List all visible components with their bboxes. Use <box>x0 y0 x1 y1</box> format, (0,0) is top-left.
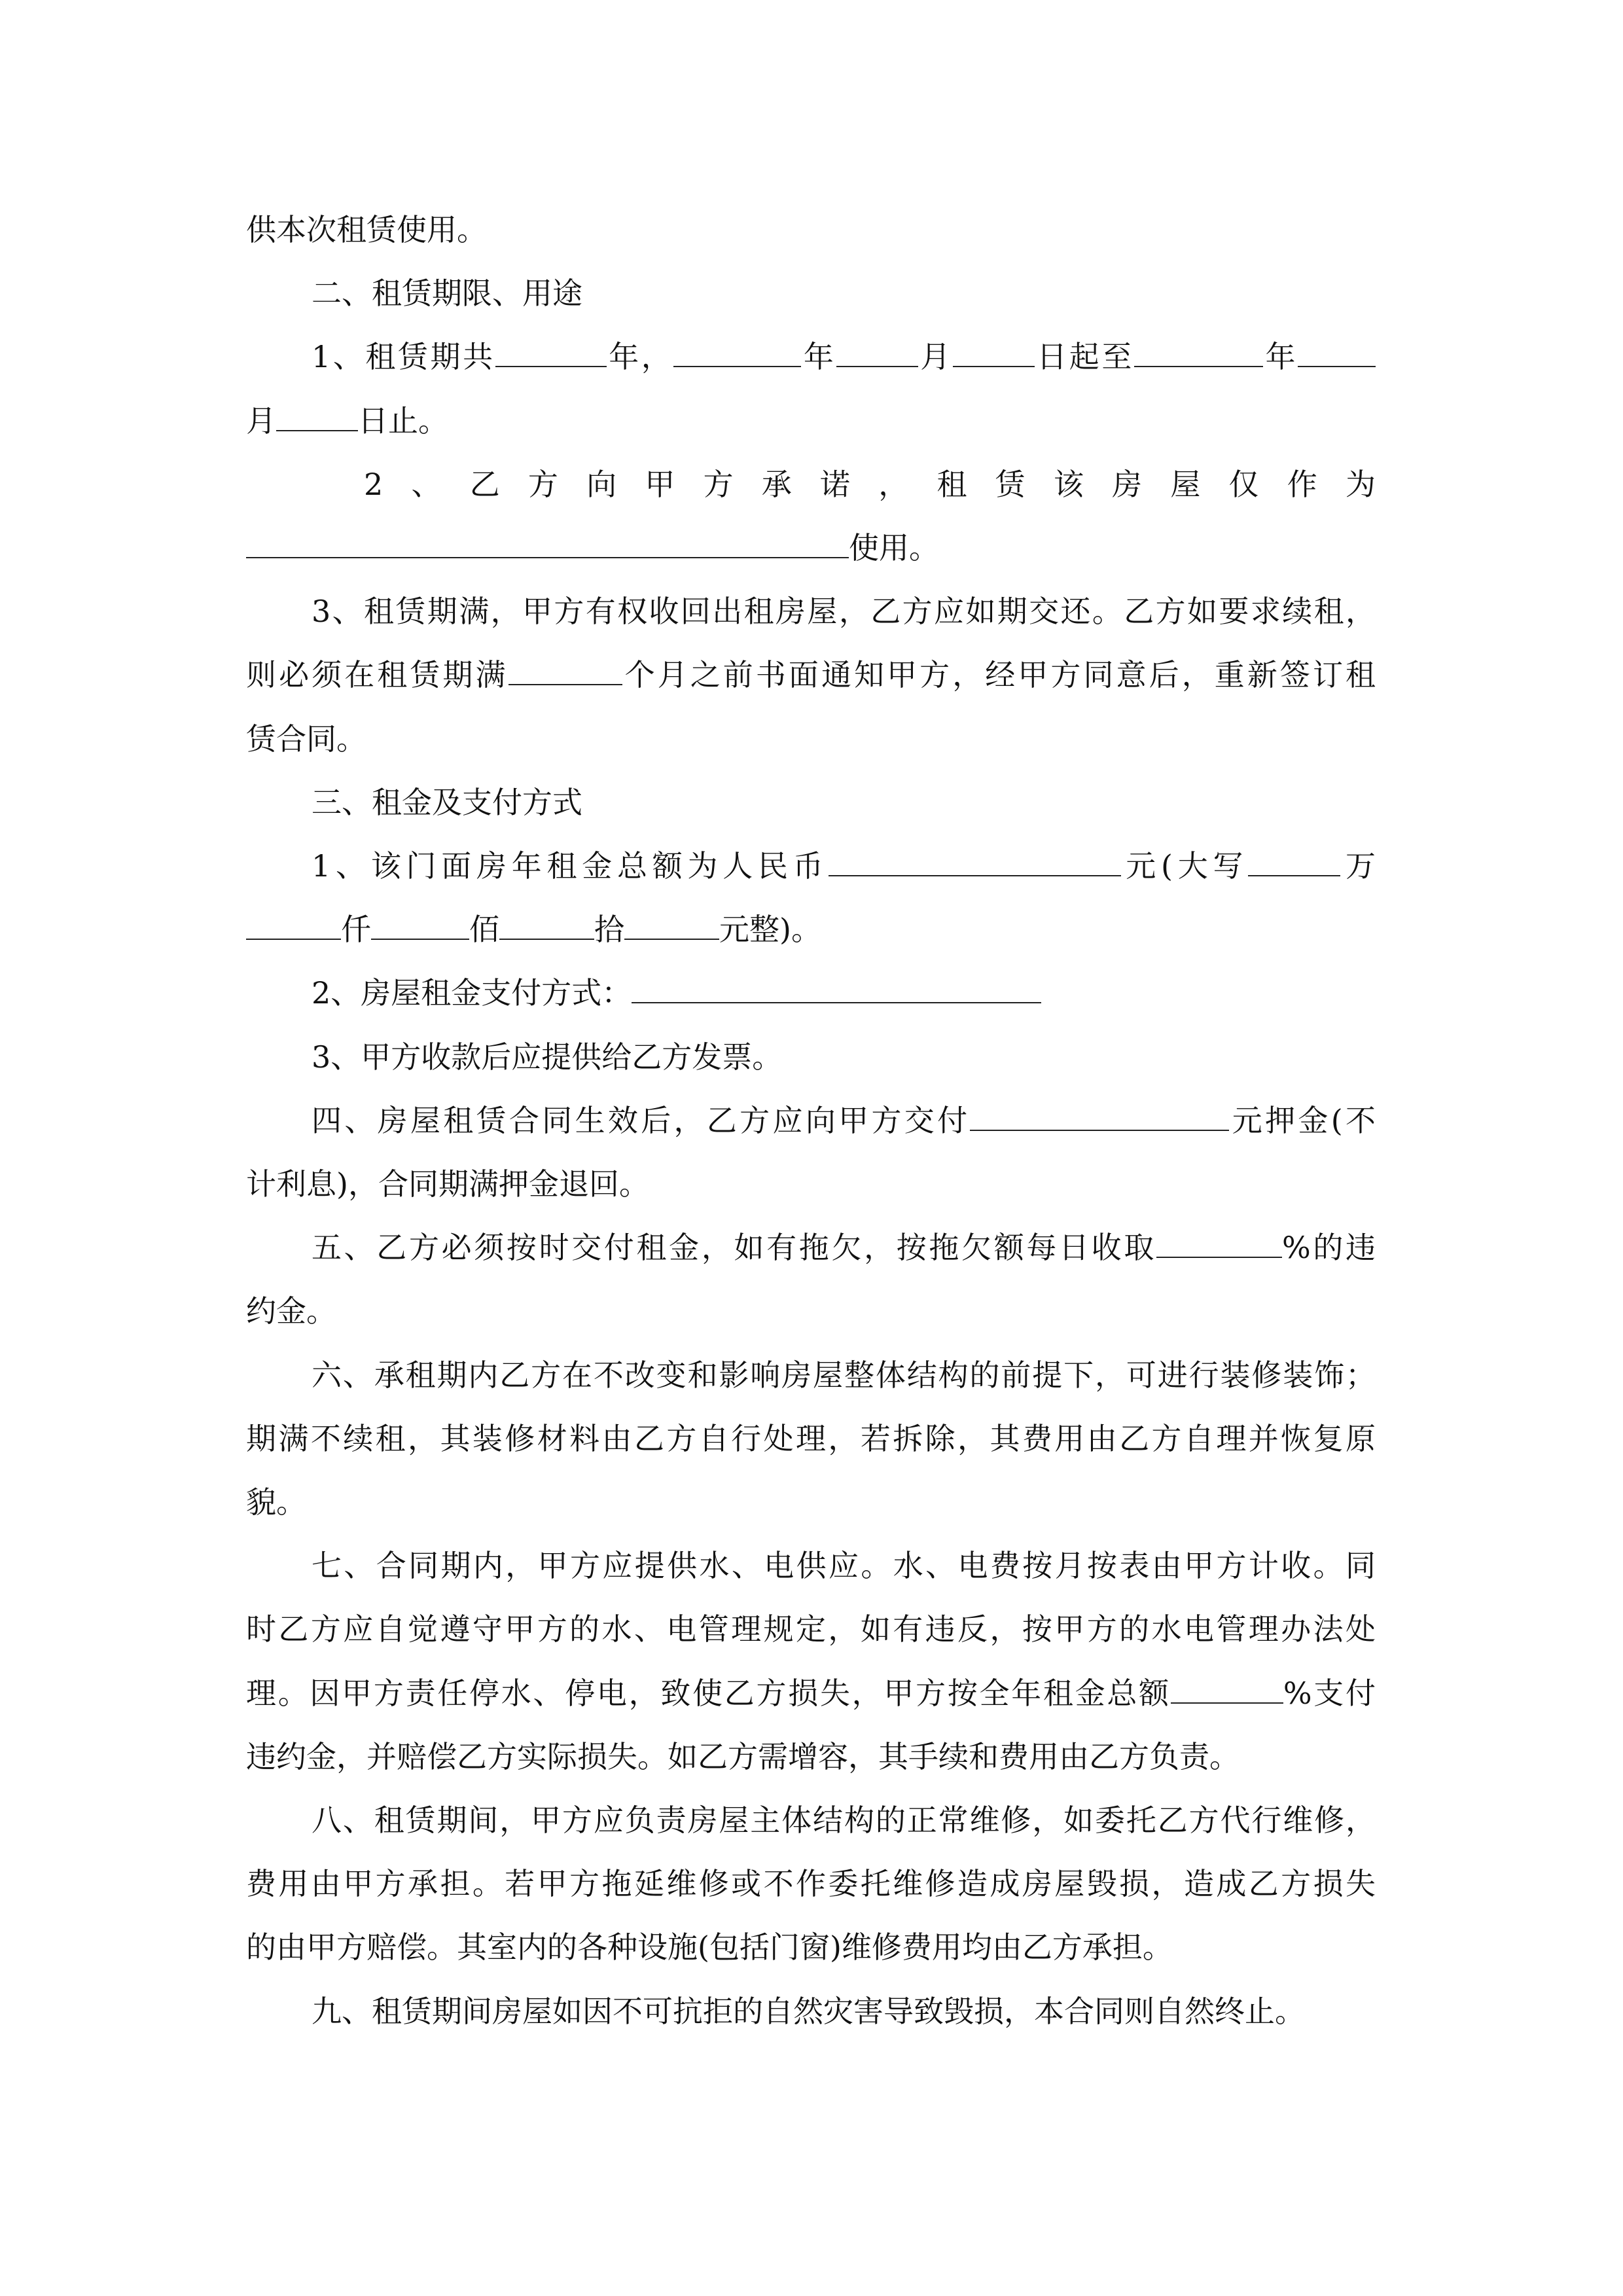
document-line <box>246 1662 1376 1725</box>
fill-in-blank[interactable] <box>1171 1676 1283 1704</box>
document-line <box>246 198 1376 261</box>
fill-in-blank[interactable] <box>1156 1230 1282 1258</box>
document-line <box>246 771 1376 834</box>
line-text: 1、该门面房年租金总额为人民币 <box>312 848 829 884</box>
document-line <box>246 1471 1376 1534</box>
line-text: 七、合同期内，甲方应提供水、电供应。水、电费按月按表由甲方计收。同 <box>312 1548 1376 1584</box>
fill-in-blank[interactable] <box>1298 340 1376 367</box>
line-text: 五、乙方必须按时交付租金，如有拖欠，按拖欠额每日收取 <box>312 1230 1156 1266</box>
fill-in-blank[interactable] <box>276 404 358 431</box>
line-text: 年 <box>1262 339 1298 375</box>
line-text: 年 <box>801 339 836 375</box>
fill-in-blank[interactable] <box>371 912 469 940</box>
line-text: 三、租金及支付方式 <box>312 784 582 820</box>
line-text: 月 <box>246 403 276 439</box>
line-text: 时乙方应自觉遵守甲方的水、电管理规定，如有违反，按甲方的水电管理办法处 <box>246 1611 1376 1647</box>
line-text: 万 <box>1340 848 1376 884</box>
line-text: 元(大写 <box>1120 848 1249 884</box>
document-line <box>246 389 1376 452</box>
fill-in-blank[interactable] <box>495 340 607 367</box>
line-text: 期满不续租，其装修材料由乙方自行处理，若拆除，其费用由乙方自理并恢复原 <box>246 1420 1376 1456</box>
document-line <box>246 1216 1376 1279</box>
fill-in-blank[interactable] <box>1248 849 1340 876</box>
line-text: 3、甲方收款后应提供给乙方发票。 <box>312 1039 783 1075</box>
line-text: 3、租赁期满，甲方有权收回出租房屋，乙方应如期交还。乙方如要求续租， <box>312 594 1376 630</box>
document-line <box>246 643 1376 706</box>
line-text: 1、租赁期共 <box>312 339 495 375</box>
document-line <box>246 1153 1376 1215</box>
line-text: 佰 <box>469 912 499 948</box>
line-text: 使用。 <box>849 530 939 565</box>
line-text: 2、房屋租金支付方式： <box>312 975 632 1011</box>
line-text: 约金。 <box>246 1293 336 1329</box>
fill-in-blank[interactable] <box>1134 340 1263 367</box>
fill-in-blank[interactable] <box>970 1103 1229 1131</box>
document-line <box>246 1280 1376 1342</box>
line-text: 的由甲方赔偿。其室内的各种设施(包括门窗)维修费用均由乙方承担。 <box>246 1929 1173 1965</box>
fill-in-blank[interactable] <box>246 912 341 940</box>
document-line <box>246 325 1376 388</box>
line-text: 拾 <box>594 912 624 948</box>
line-text: %支付 <box>1283 1675 1376 1711</box>
document-line <box>246 1598 1376 1660</box>
line-text: 二、租赁期限、用途 <box>312 276 582 312</box>
document-line <box>246 453 1376 516</box>
document-line <box>246 262 1376 325</box>
document-line <box>246 1534 1376 1597</box>
line-text: 费用由甲方承担。若甲方拖延维修或不作委托维修造成房屋毁损，造成乙方损失 <box>246 1866 1376 1902</box>
document-line <box>246 1089 1376 1152</box>
fill-in-blank[interactable] <box>508 658 622 685</box>
line-text: 计利息)，合同期满押金退回。 <box>246 1166 649 1202</box>
line-text: %的违 <box>1281 1230 1376 1266</box>
fill-in-blank[interactable] <box>624 912 719 940</box>
document-line <box>246 1725 1376 1788</box>
document-line <box>246 1789 1376 1852</box>
line-text: 则必须在租赁期满 <box>246 657 508 693</box>
line-text: 个月之前书面通知甲方，经甲方同意后，重新签订租 <box>622 657 1376 693</box>
line-text: 元押金(不 <box>1229 1102 1376 1138</box>
fill-in-blank[interactable] <box>673 340 801 367</box>
document-line <box>246 961 1376 1024</box>
document-line <box>246 1916 1376 1979</box>
line-text: 貌。 <box>246 1484 306 1520</box>
fill-in-blank[interactable] <box>499 912 594 940</box>
document-line <box>246 1407 1376 1470</box>
document-line <box>246 1852 1376 1915</box>
fill-in-blank[interactable] <box>836 340 918 367</box>
line-text: 六、承租期内乙方在不改变和影响房屋整体结构的前提下，可进行装修装饰； <box>312 1357 1376 1393</box>
document-line <box>246 1980 1376 2043</box>
line-text: 供本次租赁使用。 <box>246 212 487 247</box>
line-text: 八、租赁期间，甲方应负责房屋主体结构的正常维修，如委托乙方代行维修， <box>312 1803 1376 1838</box>
document-line <box>246 1026 1376 1088</box>
line-text: 九、租赁期间房屋如因不可抗拒的自然灾害导致毁损，本合同则自然终止。 <box>312 1993 1305 2029</box>
line-text: 赁合同。 <box>246 721 366 757</box>
line-text: 月 <box>918 339 953 375</box>
line-text: 理。因甲方责任停水、停电，致使乙方损失，甲方按全年租金总额 <box>246 1675 1171 1711</box>
line-text: 仟 <box>341 912 371 948</box>
line-text: 违约金，并赔偿乙方实际损失。如乙方需增容，其手续和费用由乙方负责。 <box>246 1738 1240 1774</box>
fill-in-blank[interactable] <box>246 531 849 558</box>
document-line <box>246 1344 1376 1407</box>
line-text: 年， <box>606 339 674 375</box>
line-text: 元整)。 <box>719 912 821 948</box>
line-text: 四、房屋租赁合同生效后，乙方应向甲方交付 <box>312 1102 971 1138</box>
fill-in-blank[interactable] <box>829 849 1121 876</box>
line-text: 日起至 <box>1034 339 1134 375</box>
document-line <box>246 898 1376 961</box>
line-text: 2、乙方向甲方承诺，租赁该房屋仅作为 <box>364 466 1376 502</box>
document-line <box>246 708 1376 770</box>
line-text: 日止。 <box>358 403 448 439</box>
document-line <box>246 516 1376 579</box>
fill-in-blank[interactable] <box>953 340 1035 367</box>
document-line <box>246 580 1376 643</box>
document-line <box>246 834 1376 897</box>
fill-in-blank[interactable] <box>632 976 1041 1003</box>
